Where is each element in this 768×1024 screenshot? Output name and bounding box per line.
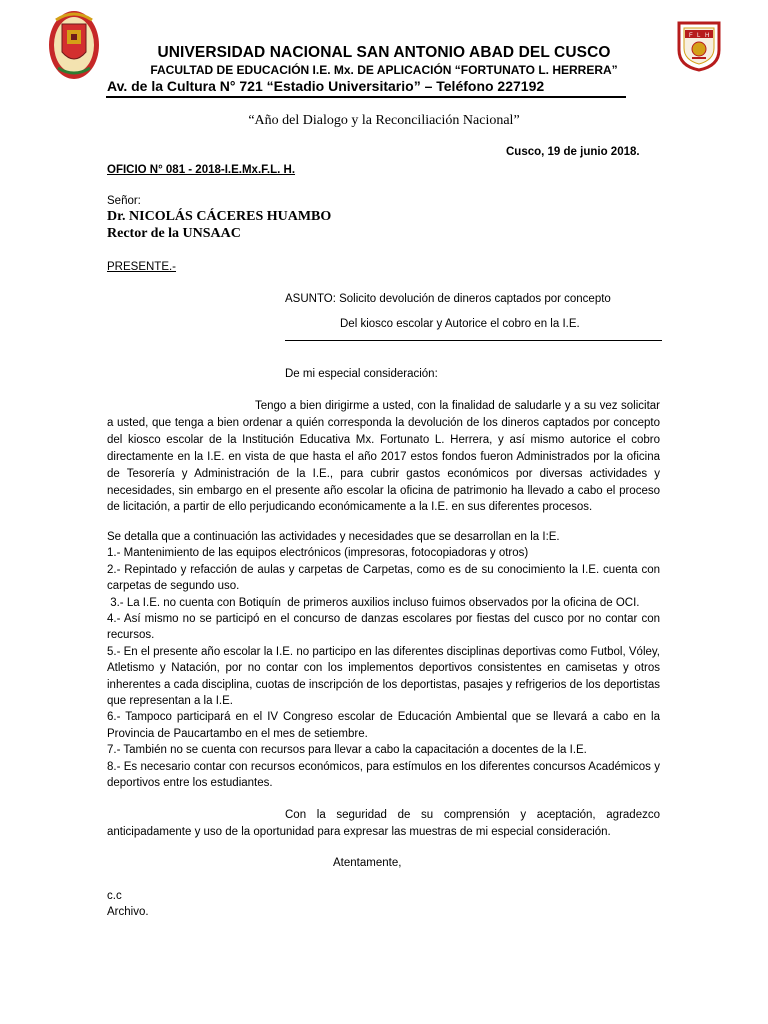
svg-text:F: F	[689, 33, 693, 39]
svg-text:L: L	[697, 33, 701, 39]
svg-text:H: H	[705, 33, 710, 39]
greeting: De mi especial consideración:	[285, 368, 438, 380]
asunto-line-1: ASUNTO: Solicito devolución de dineros captados por concepto	[285, 293, 611, 305]
letter-date: Cusco, 19 de junio 2018.	[506, 146, 640, 158]
header-divider	[106, 96, 626, 98]
archive-label: Archivo.	[107, 906, 149, 918]
body-paragraph-text: Tengo a bien dirigirme a usted, con la finalidad de saludarle y a su vez solicitar a usted, que tenga a bien ordenar a quién corresponda la devolución de los dineros captados por concepto del kiosco escolar de la Institución Educativa Mx. Fortunato L. Herrera, y así mismo autorice el cobro directamente en la I.E. en vista de que hasta el año 2017 estos fondos fueron Administrados por la oficina de Tesorería y Administración de la I.E., para cubrir gastos económicos por diversas actividades y necesidades, sin embargo en el presente año escolar la oficina de patrimonio ha llevado a cabo el proceso de licitación, a partir de ello perjudicando económicamente a la I.E. en sus diferentes procesos.	[107, 400, 660, 514]
presente-label: PRESENTE.-	[107, 261, 177, 273]
list-intro: Se detalla que a continuación las actividades y necesidades que se desarrollan en la I:E.	[107, 531, 560, 543]
university-name: UNIVERSIDAD NACIONAL SAN ANTONIO ABAD DEL CUSCO	[157, 44, 611, 61]
address-line: Av. de la Cultura N° 721 “Estadio Universitario” – Teléfono 227192	[107, 78, 545, 94]
recipient-title: Rector de la UNSAAC	[107, 226, 241, 241]
list-item: 6.- Tampoco participará en el IV Congreso escolar de Educación Ambiental que se llevará a cabo en la Provincia de Paucartambo en el mes de setiembre.	[107, 711, 660, 740]
asunto-underline	[285, 340, 662, 341]
sign-off: Atentamente,	[333, 857, 402, 869]
list-item: 7.- También no se cuenta con recursos para llevar a cabo la capacitación a docentes de la I.E.	[107, 744, 587, 757]
needs-list	[107, 529, 660, 792]
list-item: 4.- Así mismo no se participó en el concurso de danzas escolares por fiestas del cusco por no contar con recursos.	[107, 613, 660, 642]
cc-label: c.c	[107, 890, 122, 902]
closing-paragraph	[107, 807, 660, 841]
closing-paragraph-text: Con la seguridad de su comprensión y aceptación, agradezco anticipadamente y uso de la oportunidad para expresar las muestras de mi especial consideración.	[107, 809, 660, 838]
list-item: 8.- Es necesario contar con recursos económicos, para estímulos en los diferentes concursos Académicos y deportivos entre los estudiantes.	[107, 760, 660, 790]
year-motto: “Año del Dialogo y la Reconciliación Nacional”	[248, 113, 520, 128]
list-item: 3.- La I.E. no cuenta con Botiquín de primeros auxilios incluso fuimos observados por la oficina de OCI.	[107, 596, 640, 609]
list-item: 2.- Repintado y refacción de aulas y carpetas de Carpetas, como es de su conocimiento la I.E. cuenta con carpetas de segundo uso.	[107, 563, 660, 593]
faculty-name: FACULTAD DE EDUCACIÓN I.E. Mx. DE APLICACIÓN “FORTUNATO L. HERRERA”	[150, 63, 618, 77]
recipient-name: Dr. NICOLÁS CÁCERES HUAMBO	[107, 209, 332, 224]
list-item: 1.- Mantenimiento de las equipos electrónicos (impresoras, fotocopiadoras y otros)	[107, 547, 529, 560]
asunto-line-2: Del kiosco escolar y Autorice el cobro en la I.E.	[340, 318, 580, 330]
salutation: Señor:	[107, 195, 141, 207]
body-paragraph	[107, 398, 660, 516]
oficio-number: OFICIO N° 081 - 2018-I.E.Mx.F.L. H.	[107, 164, 296, 176]
list-item: 5.- En el presente año escolar la I.E. no participo en las diferentes disciplinas deportivas como Futbol, Vóley, Atletismo y Natación, por no contar con los implementos deportivos consistentes en camisetas y otros inherentes a cada disciplina, cuotas de inscripción de los deportistas, pasajes y refrigerios de los deportistas que representan a la I.E.	[107, 645, 660, 708]
